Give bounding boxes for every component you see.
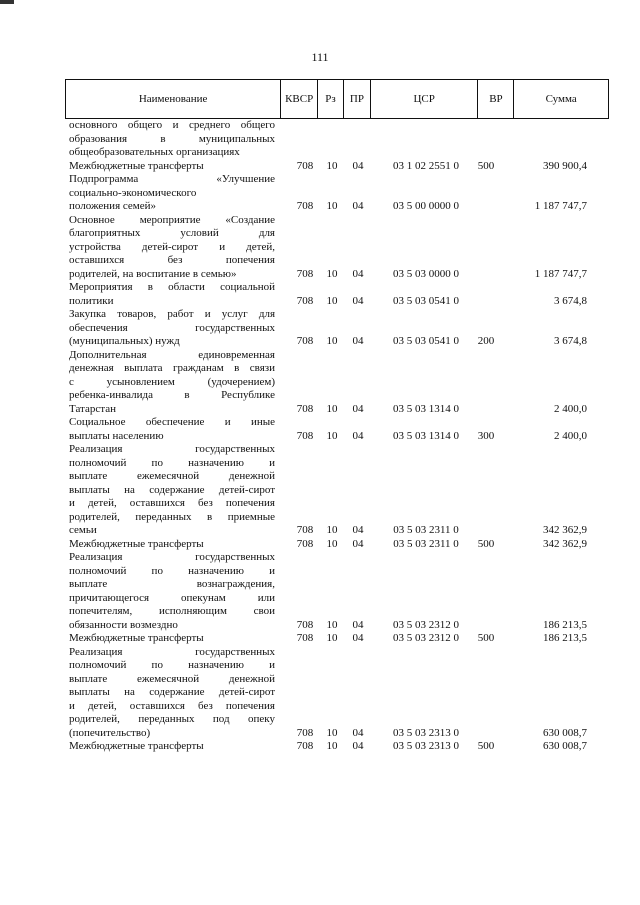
- cell-rz: 10: [326, 159, 338, 172]
- table-row: [69, 281, 609, 308]
- row-name-line: выплате ежемесячной денежной: [69, 470, 275, 482]
- cell-csr: 03 5 03 2313 0: [393, 726, 459, 739]
- cell-sum: 630 008,7: [543, 726, 587, 739]
- cell-pr: 04: [352, 335, 364, 347]
- cell-kvsr: 708: [296, 618, 314, 631]
- cell-kvsr: 708: [296, 726, 314, 739]
- cell-csr: 03 5 03 0000 0: [393, 267, 459, 280]
- row-name-line: (муниципальных) нужд: [69, 335, 180, 347]
- row-name-line: Закупка товаров, работ и услуг для: [69, 308, 275, 320]
- header-csr: ЦСР: [371, 80, 479, 118]
- cell-sum: 342 362,9: [543, 524, 587, 536]
- row-name: [69, 160, 275, 174]
- row-name-line: семьи: [69, 524, 97, 536]
- cell-sum: 390 900,4: [543, 159, 587, 172]
- row-name: [69, 632, 275, 646]
- cell-vr: 500: [477, 740, 495, 752]
- cell-pr: 04: [352, 267, 364, 280]
- row-name-line: (попечительство): [69, 726, 151, 739]
- cell-pr: 04: [352, 294, 364, 307]
- row-name-line: выплаты на содержание детей-сирот: [69, 686, 275, 698]
- row-name-line: денежная выплата гражданам в связи: [69, 362, 275, 374]
- table-row: [69, 173, 609, 214]
- cell-kvsr: 708: [296, 740, 314, 752]
- table-row: [69, 646, 609, 741]
- cell-rz: 10: [326, 618, 338, 631]
- row-name-line: и детей, оставшихся без попечения: [69, 497, 275, 509]
- row-name-line: полномочий по назначению и: [69, 659, 275, 671]
- row-name-line: общеобразовательных организациях: [69, 146, 240, 158]
- row-name: [69, 551, 275, 632]
- row-name-line: Мероприятия в области социальной: [69, 281, 275, 293]
- cell-csr: 03 5 03 2313 0: [393, 740, 459, 752]
- cell-pr: 04: [352, 632, 364, 644]
- table-row: [69, 443, 609, 538]
- cell-kvsr: 708: [296, 267, 314, 280]
- cell-vr: 500: [477, 537, 495, 550]
- cell-pr: 04: [352, 537, 364, 550]
- cell-csr: 03 5 03 0541 0: [393, 294, 459, 307]
- cell-rz: 10: [326, 524, 338, 536]
- cell-rz: 10: [326, 200, 338, 212]
- cell-vr: 500: [477, 159, 495, 172]
- table-row: [69, 740, 609, 754]
- table-body: [69, 119, 609, 754]
- row-name-line: обязанности возмездно: [69, 618, 178, 631]
- cell-sum: 3 674,8: [554, 294, 587, 307]
- cell-rz: 10: [326, 537, 338, 550]
- row-name-line: Межбюджетные трансферты: [69, 159, 204, 172]
- cell-kvsr: 708: [296, 524, 314, 536]
- cell-sum: 1 187 747,7: [534, 200, 587, 212]
- table-row: [69, 416, 609, 443]
- row-name: [69, 349, 275, 417]
- cell-vr: 300: [477, 429, 495, 442]
- row-name: [69, 214, 275, 282]
- row-name-line: политики: [69, 294, 114, 307]
- cell-rz: 10: [326, 632, 338, 644]
- row-name-line: полномочий по назначению и: [69, 564, 275, 577]
- cell-csr: 03 5 03 0541 0: [393, 335, 459, 347]
- cell-kvsr: 708: [296, 294, 314, 307]
- table-row: [69, 119, 609, 160]
- cell-kvsr: 708: [296, 200, 314, 212]
- row-name-line: причитающегося опекунам или: [69, 591, 275, 604]
- cell-vr: 500: [477, 632, 495, 644]
- row-name-line: Реализация государственных: [69, 645, 275, 658]
- row-name-line: Дополнительная единовременная: [69, 348, 275, 361]
- cell-pr: 04: [352, 429, 364, 442]
- table-row: [69, 538, 609, 552]
- cell-rz: 10: [326, 335, 338, 347]
- cell-csr: 03 5 03 2312 0: [393, 618, 459, 631]
- cell-csr: 03 5 03 1314 0: [393, 402, 459, 415]
- row-name-line: основного общего и среднего общего: [69, 119, 275, 131]
- table-row: [69, 551, 609, 632]
- cell-rz: 10: [326, 267, 338, 280]
- cell-kvsr: 708: [296, 335, 314, 347]
- header-sum: Сумма: [545, 93, 577, 105]
- row-name-line: социально-экономического: [69, 186, 197, 199]
- cell-sum: 630 008,7: [543, 740, 587, 752]
- cell-rz: 10: [326, 429, 338, 442]
- cell-sum: 3 674,8: [554, 335, 587, 347]
- row-name-line: выплаты населению: [69, 429, 164, 442]
- row-name-line: родителей, переданных в приемные: [69, 510, 275, 523]
- row-name: [69, 646, 275, 741]
- row-name-line: Межбюджетные трансферты: [69, 537, 204, 550]
- header-rz: Рз: [318, 80, 344, 118]
- cell-csr: 03 5 00 0000 0: [393, 200, 459, 212]
- cell-pr: 04: [352, 159, 364, 172]
- row-name-line: образования в муниципальных: [69, 132, 275, 145]
- cell-sum: 2 400,0: [554, 402, 587, 415]
- cell-kvsr: 708: [296, 429, 314, 442]
- row-name-line: Социальное обеспечение и иные: [69, 416, 275, 428]
- cell-kvsr: 708: [296, 537, 314, 550]
- cell-sum: 186 213,5: [543, 632, 587, 644]
- row-name-line: благоприятных условий для: [69, 227, 275, 239]
- header-name: Наименование: [66, 80, 281, 118]
- table-row: [69, 160, 609, 174]
- row-name-line: Основное мероприятие «Создание: [69, 213, 275, 226]
- row-name-line: выплате ежемесячной денежной: [69, 672, 275, 685]
- row-name-line: Межбюджетные трансферты: [69, 740, 204, 752]
- row-name-line: Межбюджетные трансферты: [69, 632, 204, 644]
- cell-sum: 342 362,9: [543, 537, 587, 550]
- cell-sum: 1 187 747,7: [534, 267, 587, 280]
- header-pr: ПР: [344, 80, 371, 118]
- cell-csr: 03 5 03 1314 0: [393, 429, 459, 442]
- cell-sum: 186 213,5: [543, 618, 587, 631]
- row-name-line: Подпрограмма «Улучшение: [69, 173, 275, 185]
- row-name-line: оставшихся без попечения: [69, 254, 275, 266]
- row-name-line: попечителям, исполняющим свои: [69, 605, 275, 617]
- row-name: [69, 443, 275, 538]
- row-name: [69, 173, 275, 214]
- cell-pr: 04: [352, 740, 364, 752]
- row-name-line: родителей, переданных под опеку: [69, 713, 275, 725]
- cell-pr: 04: [352, 618, 364, 631]
- row-name: [69, 740, 275, 754]
- page-number: 111: [311, 50, 329, 64]
- cell-kvsr: 708: [296, 402, 314, 415]
- header-kvsr: КВСР: [281, 80, 318, 118]
- row-name-line: выплате вознаграждения,: [69, 578, 275, 590]
- cell-kvsr: 708: [296, 632, 314, 644]
- cell-rz: 10: [326, 294, 338, 307]
- cell-rz: 10: [326, 402, 338, 415]
- row-name-line: полномочий по назначению и: [69, 456, 275, 469]
- cell-rz: 10: [326, 726, 338, 739]
- table-header: [65, 79, 609, 119]
- cell-kvsr: 708: [296, 159, 314, 172]
- table-row: [69, 308, 609, 349]
- row-name: [69, 538, 275, 552]
- row-name-line: Татарстан: [69, 402, 116, 415]
- row-name-line: родителей, на воспитание в семью»: [69, 267, 237, 280]
- row-name-line: положения семей»: [69, 200, 157, 212]
- cell-csr: 03 5 03 2312 0: [393, 632, 459, 644]
- cell-sum: 2 400,0: [554, 429, 587, 442]
- row-name: [69, 119, 275, 160]
- cell-csr: 03 5 03 2311 0: [393, 524, 459, 536]
- cell-pr: 04: [352, 726, 364, 739]
- row-name-line: обеспечения государственных: [69, 321, 275, 334]
- row-name: [69, 416, 275, 443]
- cell-csr: 03 1 02 2551 0: [393, 159, 459, 172]
- row-name: [69, 281, 275, 308]
- row-name-line: Реализация государственных: [69, 551, 275, 563]
- row-name: [69, 308, 275, 349]
- row-name-line: выплаты на содержание детей-сирот: [69, 483, 275, 496]
- cell-pr: 04: [352, 524, 364, 536]
- cell-pr: 04: [352, 402, 364, 415]
- cell-pr: 04: [352, 200, 364, 212]
- row-name-line: и детей, оставшихся без попечения: [69, 699, 275, 712]
- row-name-line: устройства детей-сирот и детей,: [69, 240, 275, 253]
- cell-csr: 03 5 03 2311 0: [393, 537, 459, 550]
- table-row: [69, 214, 609, 282]
- table-row: [69, 349, 609, 417]
- row-name-line: с усыновлением (удочерением): [69, 375, 275, 388]
- cell-rz: 10: [326, 740, 338, 752]
- cell-vr: 200: [477, 335, 495, 347]
- table-row: [69, 632, 609, 646]
- row-name-line: ребенка-инвалида в Республике: [69, 389, 275, 401]
- scan-corner-mark: [0, 0, 14, 4]
- header-vr: ВР: [478, 80, 514, 118]
- row-name-line: Реализация государственных: [69, 443, 275, 455]
